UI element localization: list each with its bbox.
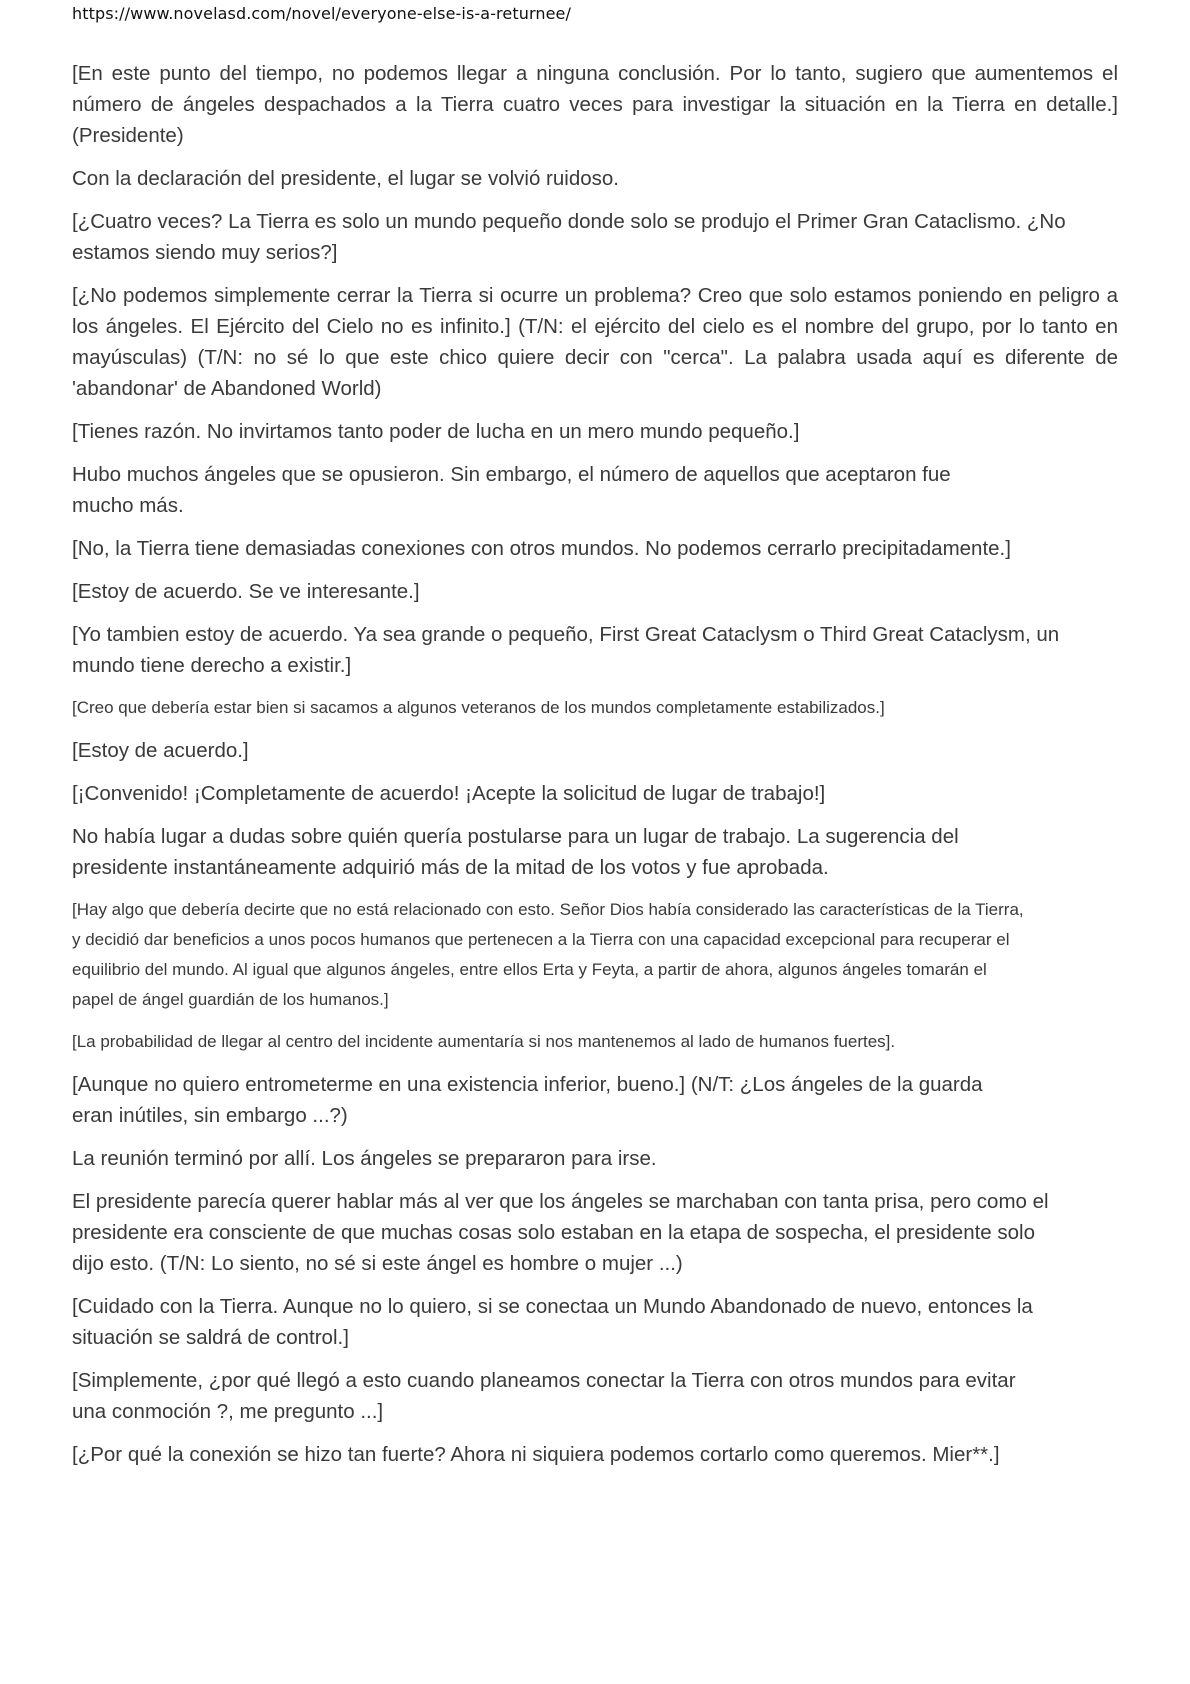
paragraph: [No, la Tierra tiene demasiadas conexiones con otros mundos. No podemos cerrarlo precipitadamente.] [72,537,1011,560]
paragraph: [En este punto del tiempo, no podemos llegar a ninguna conclusión. Por lo tanto, sugiero que aumentemos el número de ángeles despachados a la Tierra cuatro veces para investigar la situación en la Tierra en detalle.] (Presidente) [72,62,1118,147]
paragraph: [Hay algo que debería decirte que no está relacionado con esto. Señor Dios había considerado las características de la Tierra, y decidió dar beneficios a unos pocos humanos que pertenecen a la Tierra con una capacidad excepcional para recuperar el equilibrio del mundo. Al igual que algunos ángeles, entre ellos Erta y Feyta, a partir de ahora, algunos ángeles tomarán el papel de ángel guardián de los humanos.] [72,900,1024,1009]
document-body [72,58,1118,1482]
source-url[interactable]: https://www.novelasd.com/novel/everyone-else-is-a-returnee/ [72,4,571,23]
paragraph: [La probabilidad de llegar al centro del incidente aumentaría si nos mantenemos al lado de humanos fuertes]. [72,1032,896,1051]
paragraph: [¿No podemos simplemente cerrar la Tierra si ocurre un problema? Creo que solo estamos poniendo en peligro a los ángeles. El Ejército del Cielo no es infinito.] (T/N: el ejército del cielo es el nombre del grupo, por lo tanto en mayúsculas) (T/N: no sé lo que este chico quiere decir con "cerca". La palabra usada aquí es diferente de 'abandonar' de Abandoned World) [72,284,1118,400]
paragraph: [Estoy de acuerdo. Se ve interesante.] [72,580,420,603]
paragraph: [¿Cuatro veces? La Tierra es solo un mundo pequeño donde solo se produjo el Primer Gran Cataclismo. ¿No estamos siendo muy serios?] [72,210,1066,264]
paragraph: [Estoy de acuerdo.] [72,739,249,762]
paragraph: [¡Convenido! ¡Completamente de acuerdo! ¡Acepte la solicitud de lugar de trabajo!] [72,782,826,805]
paragraph: [Aunque no quiero entrometerme en una existencia inferior, bueno.] (N/T: ¿Los ángeles de la guarda eran inútiles, sin embargo ...?) [72,1073,983,1127]
paragraph: No había lugar a dudas sobre quién quería postularse para un lugar de trabajo. La sugerencia del presidente instantáneamente adquirió más de la mitad de los votos y fue aprobada. [72,825,959,879]
paragraph: Hubo muchos ángeles que se opusieron. Sin embargo, el número de aquellos que aceptaron fue mucho más. [72,463,951,517]
paragraph: [Simplemente, ¿por qué llegó a esto cuando planeamos conectar la Tierra con otros mundos para evitar una conmoción ?, me pregunto ...] [72,1369,1016,1423]
paragraph: Con la declaración del presidente, el lugar se volvió ruidoso. [72,167,619,190]
paragraph: [Tienes razón. No invirtamos tanto poder de lucha en un mero mundo pequeño.] [72,420,800,443]
paragraph: [¿Por qué la conexión se hizo tan fuerte? Ahora ni siquiera podemos cortarlo como queremos. Mier**.] [72,1443,1000,1466]
paragraph: [Cuidado con la Tierra. Aunque no lo quiero, si se conectaa un Mundo Abandonado de nuevo, entonces la situación se saldrá de control.] [72,1295,1033,1349]
paragraph: [Yo tambien estoy de acuerdo. Ya sea grande o pequeño, First Great Cataclysm o Third Great Cataclysm, un mundo tiene derecho a existir.] [72,623,1060,677]
paragraph: [Creo que debería estar bien si sacamos a algunos veteranos de los mundos completamente estabilizados.] [72,698,885,717]
paragraph: El presidente parecía querer hablar más al ver que los ángeles se marchaban con tanta prisa, pero como el presidente era consciente de que muchas cosas solo estaban en la etapa de sospecha, el presidente solo dijo esto. (T/N: Lo siento, no sé si este ángel es hombre o mujer ...) [72,1190,1049,1275]
paragraph: La reunión terminó por allí. Los ángeles se prepararon para irse. [72,1147,657,1170]
